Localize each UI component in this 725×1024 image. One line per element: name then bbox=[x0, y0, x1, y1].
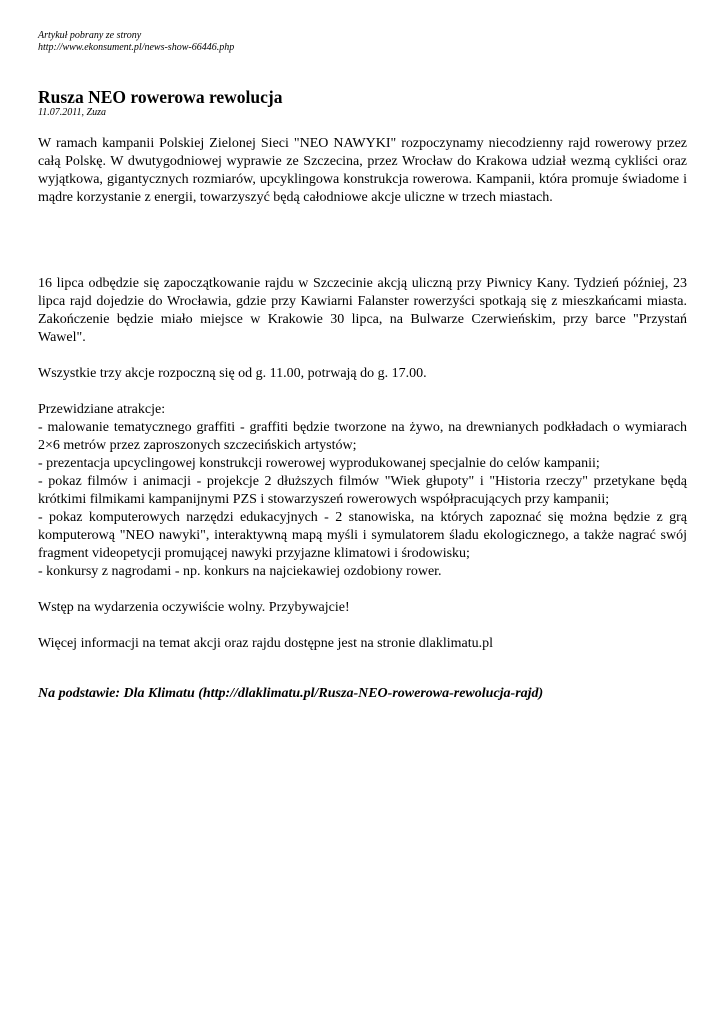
more-info-paragraph: Więcej informacji na temat akcji oraz rajdu dostępne jest na stronie dlaklimatu.pl bbox=[38, 636, 494, 651]
source-footer: Na podstawie: Dla Klimatu (http://dlaklimatu.pl/Rusza-NEO-rowerowa-rewolucja-rajd) bbox=[38, 686, 544, 701]
schedule-paragraph: 16 lipca odbędzie się zapoczątkowanie rajdu w Szczecinie akcją uliczną przy Piwnicy Kany. Tydzień później, 23 lipca rajd dojedzie do Wrocławia, gdzie przy Kawiarni Falanster rowerzyści spotkają się z mieszkańcami miasta. Zakończenie będzie miało miejsce w Krakowie 30 lipca, na Bulwarze Czerwieńskim, przy barce "Przystań Wawel". bbox=[38, 276, 687, 345]
document-page bbox=[38, 30, 687, 703]
article-meta: 11.07.2011, Zuza bbox=[38, 107, 106, 118]
attractions-heading: Przewidziane atrakcje: bbox=[38, 402, 166, 417]
intro-paragraph: W ramach kampanii Polskiej Zielonej Sieci "NEO NAWYKI" rozpoczynamy niecodzienny rajd rowerowy przez całą Polskę. W dwutygodniowej wyprawie ze Szczecina, przez Wrocław do Krakowa udział wezmą cykliści oraz wyjątkowa, gigantycznych rozmiarów, upcyklingowa konstrukcja rowerowa. Kampanii, która promuje świadome i mądre korzystanie z energii, towarzyszyć będą całodniowe akcje uliczne w trzech miastach. bbox=[38, 136, 687, 205]
attraction-item: - pokaz filmów i animacji - projekcje 2 dłuższych filmów "Wiek głupoty" i "Historia rzeczy" przetykane będą krótkimi filmikami kampanijnymi PZS i stowarzyszeń rowerowych współpracujących przy kampanii; bbox=[38, 474, 687, 507]
attractions-block bbox=[38, 401, 687, 581]
source-label: Artykuł pobrany ze strony bbox=[38, 30, 142, 41]
hours-paragraph: Wszystkie trzy akcje rozpoczną się od g. 11.00, potrwają do g. 17.00. bbox=[38, 366, 427, 381]
attraction-item: - prezentacja upcyclingowej konstrukcji rowerowej wyprodukowanej specjalnie do celów kampanii; bbox=[38, 456, 600, 471]
attraction-item: - malowanie tematycznego graffiti - graffiti będzie tworzone na żywo, na drewnianych podkładach o wymiarach 2×6 metrów przez zaproszonych szczecińskich artystów; bbox=[38, 420, 687, 453]
attraction-item: - konkursy z nagrodami - np. konkurs na najciekawiej ozdobiony rower. bbox=[38, 564, 442, 579]
entry-paragraph: Wstęp na wydarzenia oczywiście wolny. Przybywajcie! bbox=[38, 600, 350, 615]
article-title: Rusza NEO rowerowa rewolucja bbox=[38, 87, 283, 107]
source-url: http://www.ekonsument.pl/news-show-66446.php bbox=[38, 42, 235, 53]
attraction-item: - pokaz komputerowych narzędzi edukacyjnych - 2 stanowiska, na których zapoznać się można będzie z grą komputerową "NEO nawyki", interaktywną mapą myśli i symulatorem śladu ekologicznego, a także nagrać swój fragment videopetycji promującej nawyki przyjazne klimatowi i środowisku; bbox=[38, 510, 687, 561]
